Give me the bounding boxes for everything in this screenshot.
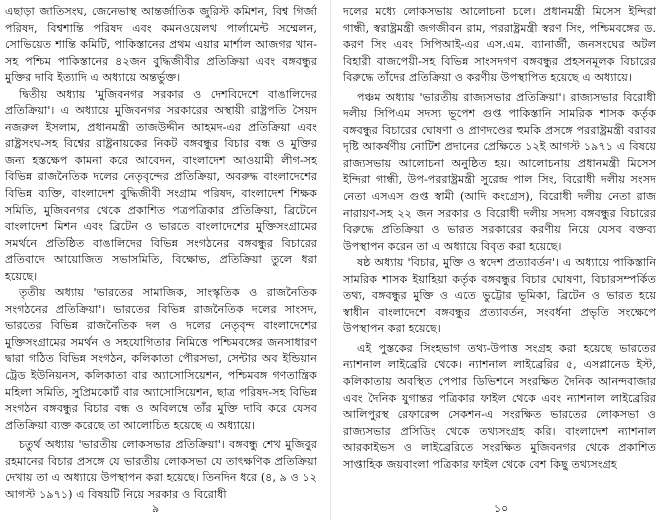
book-gutter bbox=[330, 0, 331, 520]
page-number-left: ৯ bbox=[152, 502, 160, 515]
paragraph-3: তৃতীয় অধ্যায় 'ভারতের সামাজিক, সাংস্কৃতিক ও রাজনৈতিক সংগঠনের প্রতিক্রিয়া'। ভারতের বিভিন্ন রাজনৈতিক দলের সাংসদ, ভারতের বিভিন্ন রাজনৈতিক দল ও দলের নেতৃবৃন্দ বাংলাদেশের মুক্তিসংগ্রামের সমর্থন ও সহযোগিতার নিমিত্তে পশ্চিমবঙ্গের জনসাধারণ দ্বারা গঠিত বিভিন্ন সংগঠন, কলিকাতা পৌরসভা, সেন্টার অব ইন্ডিয়ান ট্রেড ইউনিয়নস, কলিকাতা বার অ্যাসোসিয়েশন, পশ্চিমবঙ্গ গণতান্ত্রিক মহিলা সমিতি, সুপ্রিমকোর্ট বার অ্যাসোসিয়েশন, ছাত্র পরিষদ-সহ বিভিন্ন সংগঠন বঙ্গবন্ধুর বিচার বন্ধ ও অবিলম্বে তাঁর মুক্তি দাবি করে যেসব প্রতিক্রিয়া ব্যক্ত করেছে তা আলোচিত হয়েছে এ অধ্যায়ে। bbox=[5, 286, 317, 432]
paragraph-1: এছাড়া জাতিসংঘ, জেনেভাস্থ আন্তর্জাতিক জুরিস্ট কমিশন, বিশ্ব গির্জা পরিষদ, বিশ্বশান্তি পরিষদ এবং কমনওয়েলথ পার্লামেন্ট সম্মেলন, সোভিয়েত শান্তি কমিটি, পাকিস্তানের প্রথম এয়ার মার্শাল আজগর খান-সহ পশ্চিম পাকিস্তানের ৪২জন বুদ্ধিজীবীর প্রতিক্রিয়া এবং বঙ্গবন্ধুর মুক্তির দাবি ইত্যাদি এ অধ্যায়ে অন্তর্ভুক্ত। bbox=[5, 5, 317, 85]
paragraph-2: পঞ্চম অধ্যায় 'ভারতীয় রাজ্যসভার প্রতিক্রিয়া'। রাজ্যসভার বিরোধী দলীয় সিপিএম সদস্য ভূপেশ গুপ্ত পাকিস্তানি সামরিক শাসক কর্তৃক বঙ্গবন্ধুর বিচারের ঘোষণা ও প্রাণদণ্ডের হুমকি প্রসঙ্গে পররাষ্ট্রমন্ত্রী বরাবর দৃষ্টি আকর্ষণীয় নোটিশ প্রদানের প্রেক্ষিতে ১২ই আগস্ট ১৯৭১ এ বিষয়ে রাজ্যসভায় আলোচনা অনুষ্ঠিত হয়। আলোচনায় প্রধানমন্ত্রী মিসেস ইন্দিরা গান্ধী, উপ-পররাষ্ট্রমন্ত্রী সুরেন্দ্র পাল সিং, বিরোধী দলীয় সংসদ নেতা এসএস গুপ্ত স্বামী (আদি কংগ্রেস), বিরোধী দলীয় নেতা রাজ নারায়ণ-সহ ২২ জন সরকার ও বিরোধী দলীয় সদস্য বঙ্গবন্ধুর বিচারের বিরুদ্ধে প্রতিক্রিয়া ও ভারত সরকারের করণীয় নিয়ে যেসব বক্তব্য উপস্থাপন করেন তা এ অধ্যায়ে বিবৃত করা হয়েছে। bbox=[343, 90, 656, 253]
right-page bbox=[343, 4, 656, 520]
paragraph-4: চতুর্থ অধ্যায় 'ভারতীয় লোকসভার প্রতিক্রিয়া'। বঙ্গবন্ধু শেখ মুজিবুর রহমানের বিচার প্রসঙ্গে যে ভারতীয় লোকসভা যে তাৎক্ষণিক প্রতিক্রিয়া দেখায় তা এ অধ্যায়ে উপস্থাপন করা হয়েছে। তিনদিন ধরে (৪, ৯ ও ১২ আগস্ট ১৯৭১) এ বিষয়টি নিয়ে সরকার ও বিরোধী bbox=[5, 438, 317, 501]
paragraph-3: ষষ্ঠ অধ্যায় 'বিচার, মুক্তি ও স্বদেশ প্রত্যাবর্তন'। এ অধ্যায়ে পাকিস্তানি সামরিক শাসক ইয়াহিয়া কর্তৃক বঙ্গবন্ধুর বিচার ঘোষণা, বিচারসম্পর্কিত তথ্য, বঙ্গবন্ধুর মুক্তি ও এতে ভুট্টোর ভূমিকা, ব্রিটেন ও ভারত হয়ে স্বাধীন বাংলাদেশে বঙ্গবন্ধুর প্রত্যাবর্তন, সংবর্ধনা প্রভৃতি সংক্ষেপে উপস্থাপন করা হয়েছে। bbox=[343, 256, 656, 336]
page-number-right: ১০ bbox=[494, 502, 509, 515]
left-page bbox=[5, 4, 317, 520]
paragraph-1: দলের মধ্যে লোকসভায় আলোচনা চলে। প্রধানমন্ত্রী মিসেস ইন্দিরা গান্ধী, স্বরাষ্ট্রমন্ত্রী জগজীবন রাম, পররাষ্ট্রমন্ত্রী স্বরণ সিং, পশ্চিমবঙ্গের ড. করণ সিং এবং সিপিআই-এর এস.এম. ব্যানার্জী, জনসংঘের অটল বিহারী বাজপেয়ী-সহ বিভিন্ন সাংসদগণ বঙ্গবন্ধুর প্রহসনমূলক বিচারের বিরুদ্ধে তাঁদের প্রতিক্রিয়া ও করণীয় উপস্থাপিত হয়েছে এ অধ্যায়ে। bbox=[343, 5, 656, 85]
paragraph-2: দ্বিতীয় অধ্যায় 'মুজিবনগর সরকার ও দেশবিদেশে বাঙালিদের প্রতিক্রিয়া'। এ অধ্যায়ে মুজিবনগর সরকারের অস্থায়ী রাষ্ট্রপতি সৈয়দ নজরুল ইসলাম, প্রধানমন্ত্রী তাজউদ্দীন আহমদ-এর প্রতিক্রিয়া এবং রাষ্ট্রসংঘ-সহ বিশ্বের রাষ্ট্রনায়কের নিকট বঙ্গবন্ধুর বিচার বন্ধ ও মুক্তির জন্য হস্তক্ষেপ কামনা করে আবেদন, বাংলাদেশ আওয়ামী লীগ-সহ বিভিন্ন রাজনৈতিক দলের নেতৃবৃন্দের প্রতিক্রিয়া, অবরুদ্ধ বাংলাদেশের বিভিন্ন ব্যক্তি, বাংলাদেশ বুদ্ধিজীবী সংগ্রাম পরিষদ, বাংলাদেশ শিক্ষক সমিতি, মুজিবনগর থেকে প্রকাশিত পত্রপত্রিকার প্রতিক্রিয়া, ব্রিটেনে বাংলাদেশ মিশন এবং ব্রিটেন ও ভারতে বাংলাদেশের মুক্তিসংগ্রামের সমর্থনে প্রতিষ্ঠিত বাঙালিদের বিভিন্ন সংগঠনের বঙ্গবন্ধুর বিচারের প্রতিবাদে আয়োজিত সভাসমিতি, বিক্ষোভ, প্রতিক্রিয়া তুলে ধরা হয়েছে। bbox=[5, 87, 317, 283]
paragraph-4: এই পুস্তকের সিংহভাগ তথ্য-উপাত্ত সংগ্রহ করা হয়েছে ভারতের ন্যাশনাল লাইব্রেরি থেকে। ন্যাশনাল লাইব্রেরির ৫, এসপ্লানেড ইস্ট, কলিকাতায় অবস্থিত পেপার ডিভিশনে সংরক্ষিত দৈনিক আনন্দবাজার এবং দৈনিক যুগান্তর পত্রিকার ফাইল থেকে এবং ন্যাশনাল লাইব্রেরির আলিপুরস্থ রেফারেন্স সেকশন-এ সংরক্ষিত ভারতের লোকসভা ও রাজ্যসভার প্রসিডিং থেকে তথ্যসংগ্রহ করি। বাংলাদেশ ন্যাশনাল আরকাইভস ও লাইব্রেরিতে সংরক্ষিত মুজিবনগর থেকে প্রকাশিত সাপ্তাহিক জয়বাংলা পত্রিকার ফাইল থেকে বেশ কিছু তথ্যসংগ্রহ bbox=[343, 341, 656, 471]
